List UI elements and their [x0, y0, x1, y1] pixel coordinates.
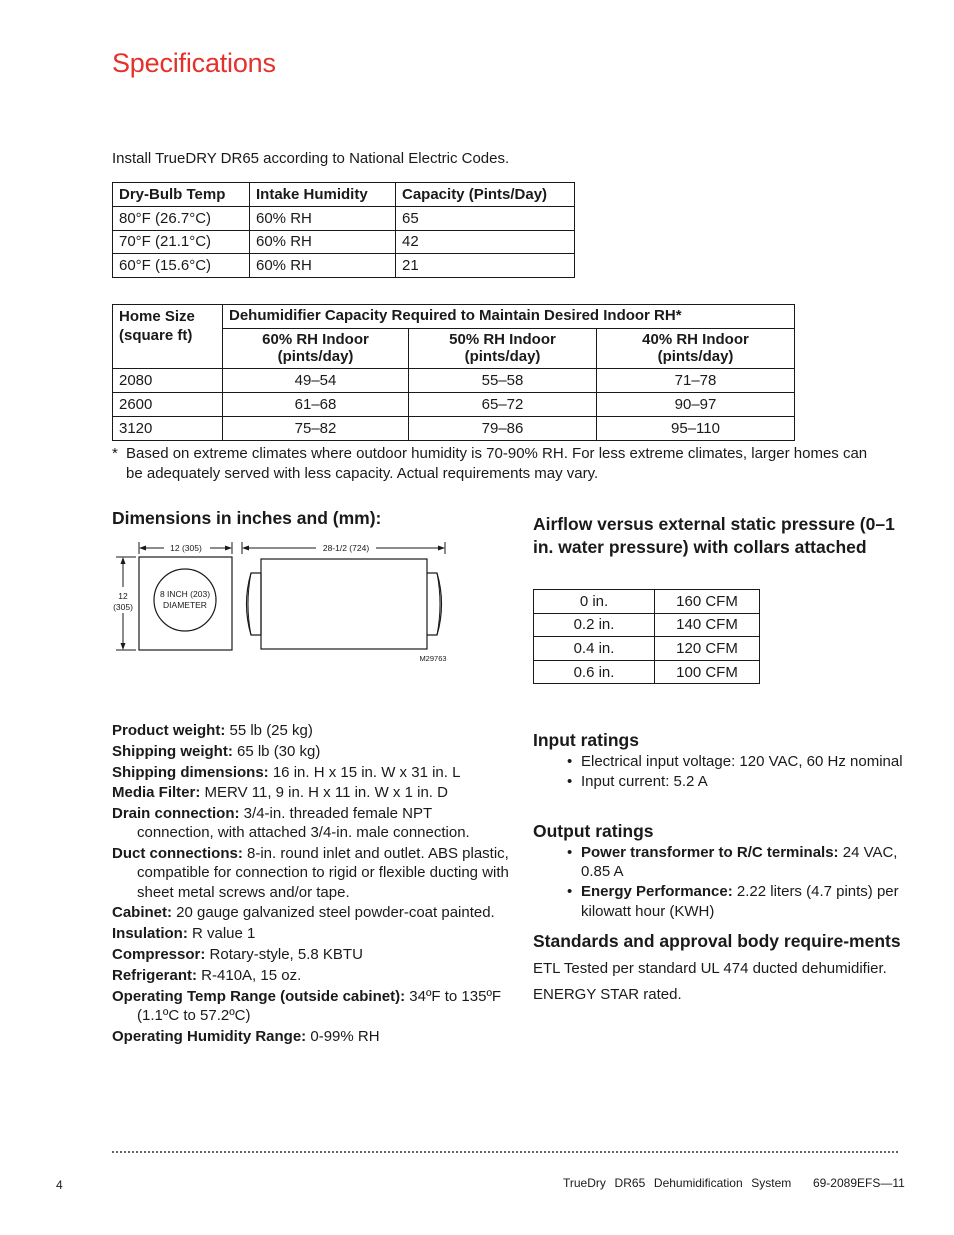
spec-item: [112, 783, 512, 802]
table-cell: 71–78: [597, 369, 795, 393]
spec-value: 16 in. H x 15 in. W x 31 in. L: [268, 763, 461, 781]
table-header-row: [113, 183, 575, 207]
list-item-text: Electrical input voltage: 120 VAC, 60 Hz nominal: [581, 753, 903, 770]
home-size-header-line1: Home Size: [119, 308, 195, 325]
spec-label: Operating Temp Range (outside cabinet):: [112, 987, 406, 1005]
table-cell: 0.6 in.: [534, 660, 655, 684]
spec-item: [112, 844, 512, 902]
list-item-label: Energy Performance:: [581, 883, 733, 901]
sub-header: [597, 329, 795, 369]
energy-star-text: ENERGY STAR rated.: [533, 986, 682, 1004]
spec-value: 8-in. round inlet and outlet. ABS plastic, compatible for connection to rigid or flexible ducting with sheet metal screws and/or tape.: [137, 845, 509, 901]
arrow-up-icon: [121, 557, 126, 564]
table-row: [113, 393, 795, 417]
table-row: [113, 254, 575, 278]
table-row: [113, 206, 575, 230]
list-item-text: Input current: 5.2 A: [581, 773, 708, 791]
spec-value: R-410A, 15 oz.: [197, 966, 302, 984]
sub-header-line2: (pints/day): [657, 348, 734, 365]
input-ratings-heading: Input ratings: [533, 730, 639, 750]
spec-value: 0-99% RH: [306, 1027, 380, 1045]
list-item-text: 2.22 liters (4.7 pints) per kilowatt hour (KWH): [581, 883, 899, 920]
airflow-heading: Airflow versus external static pressure (0–1 in. water pressure) with collars attached: [533, 514, 895, 557]
list-item-label: Power transformer to R/C terminals:: [581, 844, 839, 861]
table-cell: 2600: [113, 393, 223, 417]
spec-item: [112, 721, 512, 740]
table-cell: 42: [396, 230, 575, 254]
spec-item: [112, 804, 512, 842]
arrow-down-icon: [121, 643, 126, 650]
table-cell: 100 CFM: [655, 660, 760, 684]
spec-item: [112, 763, 512, 782]
table-header: Dry-Bulb Temp: [113, 183, 250, 207]
capacity-table: [112, 182, 575, 278]
table-row: [534, 637, 760, 661]
table-cell: 61–68: [223, 393, 409, 417]
side-view-cabinet: [261, 559, 427, 649]
spec-item: [112, 966, 512, 985]
group-header: Dehumidifier Capacity Required to Maintain Desired Indoor RH*: [223, 305, 795, 329]
spec-list: [112, 721, 512, 1047]
list-item: [533, 772, 903, 791]
page-number: 4: [56, 1178, 63, 1192]
spec-item: [112, 1027, 512, 1046]
table-cell: 80°F (26.7°C): [113, 206, 250, 230]
table-cell: 0.2 in.: [534, 613, 655, 637]
document-reference: TrueDry DR65 Dehumidification System 69-2089EFS—11: [563, 1176, 905, 1190]
spec-value: 20 gauge galvanized steel powder-coat painted.: [172, 904, 495, 922]
sub-header-line2: (pints/day): [277, 348, 354, 365]
spec-label: Compressor:: [112, 945, 206, 963]
spec-label: Refrigerant:: [112, 966, 198, 984]
table-cell: 95–110: [597, 417, 795, 441]
spec-label: Operating Humidity Range:: [112, 1027, 307, 1045]
table-cell: 70°F (21.1°C): [113, 230, 250, 254]
outlet-collar: [427, 573, 442, 635]
table-cell: 49–54: [223, 369, 409, 393]
table-cell: 3120: [113, 417, 223, 441]
footer-divider: [112, 1151, 898, 1153]
spec-label: Product weight:: [112, 722, 226, 739]
sub-header: [223, 329, 409, 369]
footnote: [112, 444, 872, 483]
spec-label: Cabinet:: [112, 904, 172, 922]
table-cell: 79–86: [409, 417, 597, 441]
dimensions-diagram: [108, 535, 458, 670]
spec-value: 65 lb (30 kg): [232, 742, 321, 760]
airflow-table: [533, 589, 760, 684]
spec-label: Drain connection:: [112, 805, 240, 823]
table-cell: 60% RH: [250, 230, 396, 254]
arrow-right-icon: [225, 546, 232, 551]
table-header-row: [113, 305, 795, 329]
spec-item: [112, 903, 512, 922]
table-cell: 120 CFM: [655, 637, 760, 661]
table-row: [113, 230, 575, 254]
width-label: 12 (305): [170, 543, 202, 553]
table-row: [534, 613, 760, 637]
bullet-icon: •: [567, 883, 573, 901]
height-label-line1: 12: [118, 591, 128, 601]
footnote-marker: *: [112, 445, 118, 462]
arrow-right-icon: [438, 546, 445, 551]
spec-label: Insulation:: [112, 925, 188, 943]
sub-header: [409, 329, 597, 369]
table-cell: 2080: [113, 369, 223, 393]
spec-value: Rotary-style, 5.8 KBTU: [205, 945, 363, 963]
bullet-icon: •: [567, 773, 573, 791]
table-cell: 60% RH: [250, 206, 396, 230]
table-row: [534, 660, 760, 684]
home-size-header-line2: (square ft): [119, 327, 193, 344]
collar-label-line1: 8 INCH (203): [159, 589, 211, 599]
sub-header-line1: 40% RH Indoor: [642, 331, 749, 348]
figure-id: M29763: [419, 654, 447, 663]
dimensions-heading: Dimensions in inches and (mm):: [112, 508, 382, 528]
spec-value: 34ºF to 135ºF (1.1ºC to 57.2ºC): [137, 987, 502, 1024]
spec-item: [112, 987, 512, 1025]
table-row: [113, 369, 795, 393]
standards-heading: Standards and approval body require-ments: [533, 931, 901, 951]
table-row: [534, 590, 760, 614]
spec-value: 55 lb (25 kg): [225, 722, 313, 739]
output-ratings-section: [533, 820, 903, 922]
input-ratings-section: [533, 729, 903, 792]
spec-label: Shipping dimensions:: [112, 763, 269, 781]
list-item: [533, 882, 903, 920]
table-cell: 60°F (15.6°C): [113, 254, 250, 278]
height-label-line2: (305): [113, 602, 133, 612]
standards-section: [533, 930, 903, 1004]
table-cell: 140 CFM: [655, 613, 760, 637]
spec-item: [112, 742, 512, 761]
sub-header-line1: 50% RH Indoor: [449, 331, 556, 348]
sub-header-line1: 60% RH Indoor: [262, 331, 369, 348]
spec-value: MERV 11, 9 in. H x 11 in. W x 1 in. D: [200, 784, 448, 802]
table-cell: 65: [396, 206, 575, 230]
table-cell: 21: [396, 254, 575, 278]
table-cell: 75–82: [223, 417, 409, 441]
table-cell: 90–97: [597, 393, 795, 417]
table-cell: 60% RH: [250, 254, 396, 278]
spec-label: Media Filter:: [112, 784, 201, 802]
spec-label: Shipping weight:: [112, 742, 233, 760]
bullet-icon: •: [567, 844, 573, 861]
inlet-collar: [247, 573, 262, 635]
bullet-icon: •: [567, 753, 573, 770]
page-title: Specifications: [112, 48, 276, 78]
output-ratings-heading: Output ratings: [533, 821, 654, 841]
list-item: [533, 752, 903, 771]
home-size-header: [113, 305, 223, 369]
collar-label-line2: DIAMETER: [163, 600, 207, 610]
arrow-left-icon: [242, 546, 249, 551]
spec-value: 3/4-in. threaded female NPT connection, with attached 3/4-in. male connection.: [137, 805, 470, 842]
list-item: [533, 843, 903, 881]
list-item-text: 24 VAC, 0.85 A: [581, 844, 898, 881]
home-size-table: [112, 304, 795, 441]
spec-item: [112, 924, 512, 943]
spec-item: [112, 945, 512, 964]
table-cell: 55–58: [409, 369, 597, 393]
intro-text: Install TrueDRY DR65 according to National Electric Codes.: [112, 150, 510, 167]
table-cell: 160 CFM: [655, 590, 760, 614]
table-header: Capacity (Pints/Day): [396, 183, 575, 207]
spec-value: R value 1: [187, 925, 256, 943]
arrow-left-icon: [139, 546, 146, 551]
table-cell: 0 in.: [534, 590, 655, 614]
standards-text: ETL Tested per standard UL 474 ducted dehumidifier.: [533, 960, 887, 977]
sub-header-line2: (pints/day): [464, 348, 541, 365]
length-label: 28-1/2 (724): [322, 543, 370, 553]
spec-label: Duct connections:: [112, 845, 243, 863]
table-row: [113, 417, 795, 441]
table-cell: 0.4 in.: [534, 637, 655, 661]
table-header: Intake Humidity: [250, 183, 396, 207]
footnote-text: Based on extreme climates where outdoor humidity is 70-90% RH. For less extreme climates, larger homes can be adequately served with less capacity. Actual requirements may vary.: [126, 445, 868, 482]
table-cell: 65–72: [409, 393, 597, 417]
